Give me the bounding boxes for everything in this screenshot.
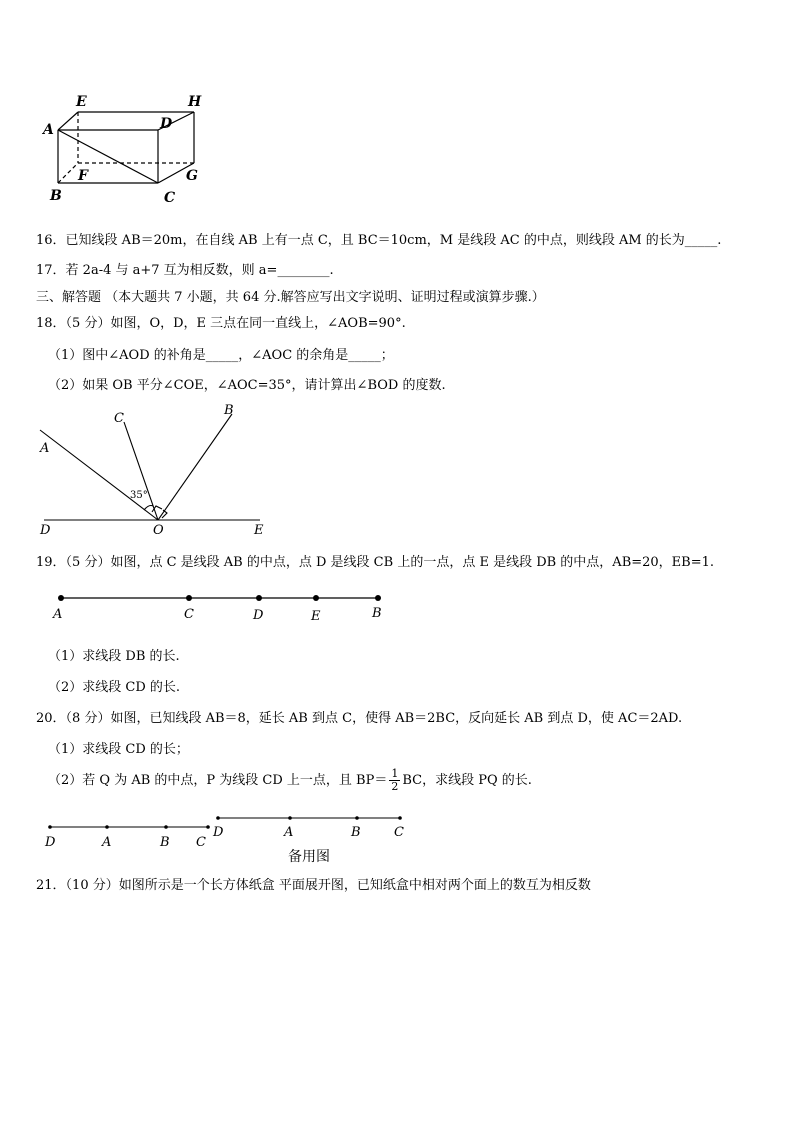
seg19-label-B: B [372,606,382,621]
angle-label-A: A [40,441,50,456]
label-B: B [50,188,62,204]
question-19-part-2: （2）求线段 CD 的长. [48,680,181,695]
label-A: A [43,122,54,138]
segment-figure-20a [40,818,215,854]
question-18-part-1: （1）图中∠AOD 的补角是_____，∠AOC 的余角是_____； [48,348,394,363]
question-19-part-1: （1）求线段 DB 的长. [48,649,180,664]
label-F: F [78,168,88,184]
angle-figure [36,400,276,540]
question-19-stem: 19．（5 分）如图，点 C 是线段 AB 的中点，点 D 是线段 CB 上的一点，点 E 是线段 DB 的中点，AB=20，EB=1. [36,555,715,570]
question-20-stem: 20．（8 分）如图，已知线段 AB＝8，延长 AB 到点 C，使得 AB＝2BC，反向延长 AB 到点 D，使 AC＝2AD. [36,711,683,726]
seg20a-label-B: B [160,835,170,850]
seg19-label-D: D [253,608,264,623]
q20-p2-text-before: （2）若 Q 为 AB 的中点，P 为线段 CD 上一点，且 BP＝ [48,773,388,788]
segment-figure-20b [210,810,410,840]
seg20b-label-A: A [284,825,294,840]
question-17: 17．若 2a-4 与 a+7 互为相反数，则 a=________. [36,263,334,278]
angle-label-O: O [153,523,164,538]
question-18-stem: 18．（5 分）如图，O，D，E 三点在同一直线上，∠AOB=90°. [36,316,406,331]
label-G: G [186,168,198,184]
label-H: H [188,94,202,110]
q20-fraction-denominator: 2 [391,780,399,793]
box-figure [36,90,216,210]
seg20a-label-C: C [196,835,206,850]
question-18-part-2: （2）如果 OB 平分∠COE，∠AOC=35°，请计算出∠BOD 的度数. [48,378,446,393]
section-3-heading: 三、解答题 （本大题共 7 小题，共 64 分.解答应写出文字说明、证明过程或演算步骤.） [36,290,545,305]
question-16: 16．已知线段 AB＝20m，在自线 AB 上有一点 C，且 BC＝10cm，M 是线段 AC 的中点，则线段 AM 的长为_____. [36,233,722,248]
seg20a-label-A: A [102,835,112,850]
question-21: 21．（10 分）如图所示是一个长方体纸盒 平面展开图，已知纸盒中相对两个面上的数互为相反数 [36,878,591,893]
spare-figure-caption: 备用图 [288,849,330,865]
seg20b-label-C: C [394,825,404,840]
label-D: D [160,116,173,132]
seg20b-label-D: D [213,825,224,840]
angle-label-E: E [254,523,264,538]
angle-label-B: B [224,403,234,418]
seg19-label-E: E [311,609,321,624]
seg20a-label-D: D [45,835,56,850]
question-20-part-1: （1）求线段 CD 的长； [48,742,189,757]
q20-p2-text-after: BC，求线段 PQ 的长. [402,773,532,788]
label-C: C [164,190,176,206]
question-20-part-2 [48,768,532,793]
seg19-label-A: A [53,607,63,622]
seg19-label-C: C [184,607,194,622]
angle-label-D: D [40,523,51,538]
angle-35-label: 35° [130,490,148,501]
angle-label-C: C [114,411,124,426]
seg20b-label-B: B [351,825,361,840]
label-E: E [76,94,87,110]
q20-fraction-numerator: 1 [391,767,399,780]
q20-fraction [389,768,400,793]
segment-figure-19 [50,588,390,628]
